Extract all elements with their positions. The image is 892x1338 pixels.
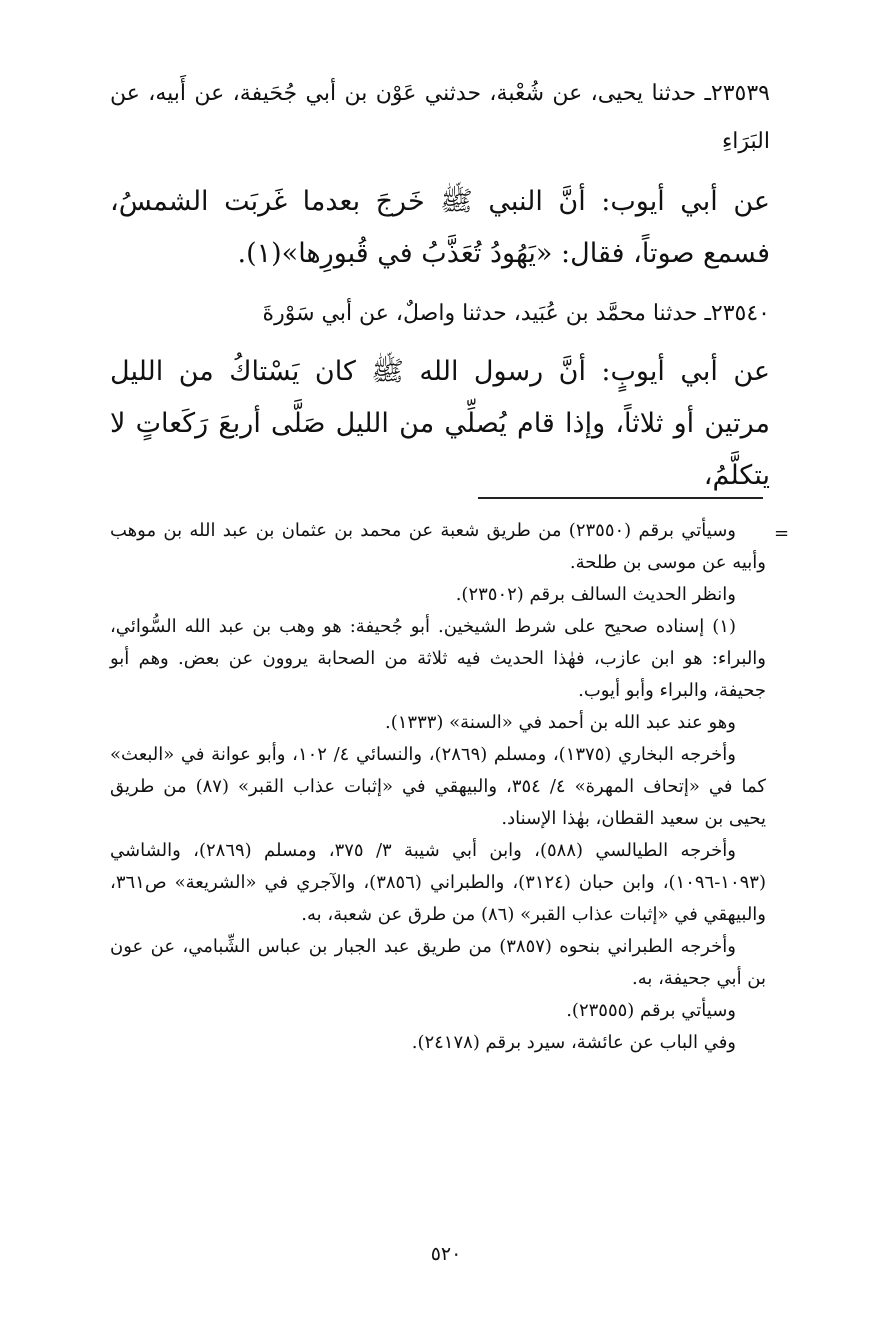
footnote-1: (١) إسناده صحيح على شرط الشيخين. أبو جُحيفة: هو وهب بن عبد الله السُّوائي، والبراء: هو ابن عازب، فهٰذا الحديث فيه ثلاثة من الصحابة يروون عن بعض. وهم أبو جحيفة، والبراء وأبو أيوب. <box>110 616 766 701</box>
footnote-paragraph: وسيأتي برقم (٢٣٥٥٠) من طريق شعبة عن محمد بن عثمان بن عبد الله بن موهب وأبيه عن موسى بن طلحة. <box>110 520 766 573</box>
footnote-paragraph: وهو عند عبد الله بن أحمد في «السنة» (١٣٣٣). <box>385 712 736 733</box>
footnote-paragraph: وأخرجه البخاري (١٣٧٥)، ومسلم (٢٨٦٩)، والنسائي ٤/ ١٠٢، وأبو عوانة في «البعث» كما في «إتحاف المهرة» ٤/ ٣٥٤، والبيهقي في «إثبات عذاب القبر» (٨٧) من طريق يحيى بن سعيد القطان، بهٰذا الإسناد. <box>110 744 766 829</box>
page-number: ٥٢٠ <box>430 1243 462 1265</box>
hadith-23540-isnad: ٢٣٥٤٠ـ حدثنا محمَّد بن عُبَيد، حدثنا واصلٌ، عن أبي سَوْرةَ <box>262 301 770 326</box>
footnote-separator <box>478 497 763 499</box>
footnotes <box>110 515 766 1059</box>
footnote-continuation-mark: = <box>774 523 790 544</box>
footnote-paragraph: وانظر الحديث السالف برقم (٢٣٥٠٢). <box>455 584 736 605</box>
footnote-paragraph: وسيأتي برقم (٢٣٥٥٥). <box>566 1000 736 1021</box>
hadith-23539-matn: عن أبي أيوب: أنَّ النبي ﷺ خَرجَ بعدما غَربَت الشمسُ، فسمع صوتاً، فقال: «يَهُودُ تُعَذَّبُ في قُبورِها»(١). <box>110 186 770 269</box>
footnote-paragraph: وأخرجه الطبراني بنحوه (٣٨٥٧) من طريق عبد الجبار بن عباس الشِّبامي، عن عون بن أبي جحيفة، به. <box>110 936 766 989</box>
hadith-23540-matn: عن أبي أيوبٍ: أنَّ رسول الله ﷺ كان يَسْتاكُ من الليل مرتين أو ثلاثاً، وإذا قام يُصلِّي من الليل صَلَّى أربعَ رَكَعاتٍ لا يتكلَّمُ، <box>110 356 770 491</box>
footnote-paragraph: وفي الباب عن عائشة، سيرد برقم (٢٤١٧٨). <box>411 1032 736 1053</box>
footnote-paragraph: وأخرجه الطيالسي (٥٨٨)، وابن أبي شيبة ٣/ ٣٧٥، ومسلم (٢٨٦٩)، والشاشي (١٠٩٣-١٠٩٦)، وابن حبان (٣١٢٤)، والطبراني (٣٨٥٦)، والآجري في «الشريعة» ص٣٦١، والبيهقي في «إثبات عذاب القبر» (٨٦) من طرق عن شعبة، به. <box>110 840 766 925</box>
hadith-23539-isnad: ٢٣٥٣٩ـ حدثنا يحيى، عن شُعْبة، حدثني عَوْن بن أبي جُحَيفة، عن أَبيه، عن البَرَاءِ <box>110 81 770 154</box>
